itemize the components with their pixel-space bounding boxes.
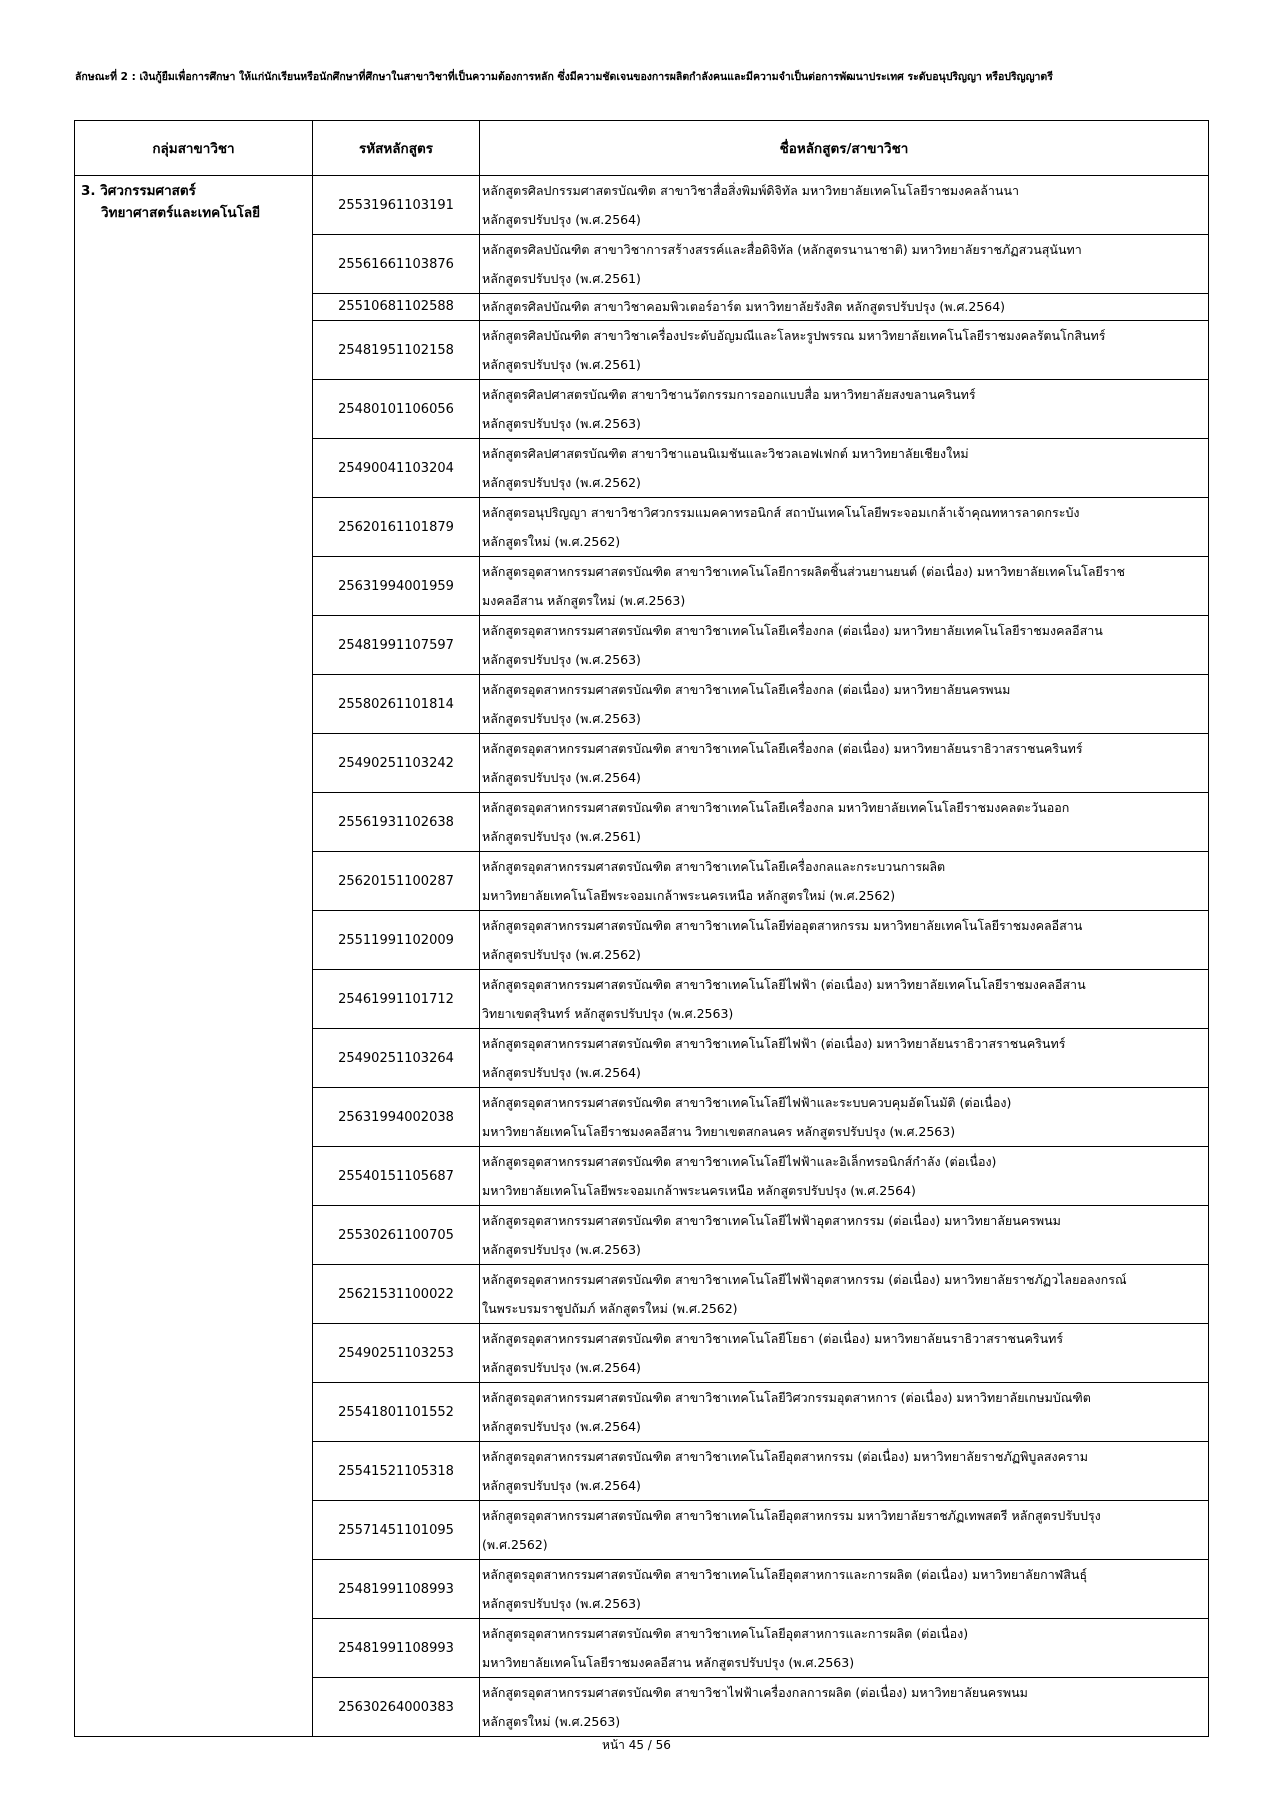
curriculum-name-line: หลักสูตรปรับปรุง (พ.ศ.2564) — [482, 212, 641, 227]
curriculum-code-cell: 25541521105318 — [313, 1442, 480, 1501]
curriculum-name-line: หลักสูตรปรับปรุง (พ.ศ.2564) — [482, 1478, 641, 1493]
curriculum-name-line: หลักสูตรปรับปรุง (พ.ศ.2563) — [482, 1596, 641, 1611]
curriculum-code-cell: 25561661103876 — [313, 235, 480, 294]
curriculum-name-line: หลักสูตรอุตสาหกรรมศาสตรบัณฑิต สาขาวิชาเทคโนโลยีโยธา (ต่อเนื่อง) มหาวิทยาลัยนราธิวาสราชนครินทร์ — [482, 1331, 1064, 1346]
curriculum-code-cell: 25580261101814 — [313, 675, 480, 734]
curriculum-name-cell — [480, 380, 1209, 439]
curriculum-name-cell — [480, 911, 1209, 970]
curriculum-name-line: หลักสูตรอุตสาหกรรมศาสตรบัณฑิต สาขาวิชาเทคโนโลยีไฟฟ้า (ต่อเนื่อง) มหาวิทยาลัยเทคโนโลยีราชมงคลอีสาน — [482, 977, 1086, 992]
curriculum-name-line: มหาวิทยาลัยเทคโนโลยีพระจอมเกล้าพระนครเหนือ หลักสูตรใหม่ (พ.ศ.2562) — [482, 888, 896, 903]
curriculum-name-line: หลักสูตรศิลปกรรมศาสตรบัณฑิต สาขาวิชาสื่อสิ่งพิมพ์ดิจิทัล มหาวิทยาลัยเทคโนโลยีราชมงคลล้านนา — [482, 183, 1020, 198]
curriculum-code-cell: 25571451101095 — [313, 1501, 480, 1560]
curriculum-name-cell — [480, 235, 1209, 294]
curriculum-name-cell — [480, 1619, 1209, 1678]
curriculum-name-line: (พ.ศ.2562) — [482, 1537, 548, 1552]
curriculum-code-cell: 25621531100022 — [313, 1265, 480, 1324]
curriculum-name-line: หลักสูตรอุตสาหกรรมศาสตรบัณฑิต สาขาวิชาเทคโนโลยีเครื่องกล มหาวิทยาลัยเทคโนโลยีราชมงคลตะวันออก — [482, 800, 1070, 815]
curriculum-name-cell — [480, 1206, 1209, 1265]
curriculum-code-cell: 25480101106056 — [313, 380, 480, 439]
curriculum-name-line: หลักสูตรปรับปรุง (พ.ศ.2561) — [482, 357, 641, 372]
curriculum-code-cell: 25630264000383 — [313, 1678, 480, 1737]
curriculum-name-line: หลักสูตรอุตสาหกรรมศาสตรบัณฑิต สาขาวิชาเทคโนโลยีไฟฟ้า (ต่อเนื่อง) มหาวิทยาลัยนราธิวาสราชนครินทร์ — [482, 1036, 1066, 1051]
curriculum-name-cell — [480, 675, 1209, 734]
curriculum-code-cell: 25540151105687 — [313, 1147, 480, 1206]
curriculum-name-line: หลักสูตรอุตสาหกรรมศาสตรบัณฑิต สาขาวิชาเทคโนโลยีอุตสาหกรรม มหาวิทยาลัยราชภัฏเทพสตรี หลักสูตรปรับปรุง — [482, 1508, 1101, 1523]
curriculum-name-line: หลักสูตรปรับปรุง (พ.ศ.2563) — [482, 1242, 641, 1257]
document-heading: ลักษณะที่ 2 : เงินกู้ยืมเพื่อการศึกษา ให้แก่นักเรียนหรือนักศึกษาที่ศึกษาในสาขาวิชาที่เป็นความต้องการหลัก ซึ่งมีความชัดเจนของการผลิตกำลังคนและมีความจำเป็นต่อการพัฒนาประเทศ ระดับอนุปริญญา หรือปริญญาตรี — [75, 71, 1053, 83]
curriculum-name-line: วิทยาเขตสุรินทร์ หลักสูตรปรับปรุง (พ.ศ.2563) — [482, 1006, 734, 1021]
curriculum-name-line: หลักสูตรใหม่ (พ.ศ.2563) — [482, 1714, 621, 1729]
curriculum-name-cell — [480, 1442, 1209, 1501]
curriculum-code-cell: 25620151100287 — [313, 852, 480, 911]
curriculum-code-cell: 25541801101552 — [313, 1383, 480, 1442]
curriculum-name-line: หลักสูตรอุตสาหกรรมศาสตรบัณฑิต สาขาวิชาเทคโนโลยีอุตสาหการและการผลิต (ต่อเนื่อง) มหาวิทยาลัยกาฬสินธุ์ — [482, 1567, 1088, 1582]
curriculum-name-line: หลักสูตรปรับปรุง (พ.ศ.2562) — [482, 475, 641, 490]
curriculum-name-cell — [480, 1265, 1209, 1324]
curriculum-code-cell: 25631994001959 — [313, 557, 480, 616]
curriculum-name-line: หลักสูตรปรับปรุง (พ.ศ.2564) — [482, 1360, 641, 1375]
curriculum-code-cell: 25530261100705 — [313, 1206, 480, 1265]
curriculum-name-line: หลักสูตรศิลปบัณฑิต สาขาวิชาคอมพิวเตอร์อาร์ต มหาวิทยาลัยรังสิต หลักสูตรปรับปรุง (พ.ศ.2564) — [482, 299, 1006, 314]
curriculum-name-line: หลักสูตรศิลปศาสตรบัณฑิต สาขาวิชาแอนนิเมชันและวิชวลเอฟเฟกต์ มหาวิทยาลัยเชียงใหม่ — [482, 446, 969, 461]
curriculum-name-line: หลักสูตรอุตสาหกรรมศาสตรบัณฑิต สาขาวิชาเทคโนโลยีไฟฟ้าและอิเล็กทรอนิกส์กำลัง (ต่อเนื่อง) — [482, 1154, 997, 1169]
curriculum-name-line: มหาวิทยาลัยเทคโนโลยีราชมงคลอีสาน หลักสูตรปรับปรุง (พ.ศ.2563) — [482, 1655, 855, 1670]
curriculum-name-line: หลักสูตรอนุปริญญา สาขาวิชาวิศวกรรมแมคคาทรอนิกส์ สถาบันเทคโนโลยีพระจอมเกล้าเจ้าคุณทหารลาดกระบัง — [482, 505, 1080, 520]
header-curriculum-name: ชื่อหลักสูตร/สาขาวิชา — [480, 121, 1209, 176]
curriculum-table — [74, 120, 1209, 1737]
curriculum-name-line: หลักสูตรอุตสาหกรรมศาสตรบัณฑิต สาขาวิชาเทคโนโลยีวิศวกรรมอุตสาหการ (ต่อเนื่อง) มหาวิทยาลัยเกษมบัณฑิต — [482, 1390, 1091, 1405]
curriculum-name-line: หลักสูตรปรับปรุง (พ.ศ.2564) — [482, 1419, 641, 1434]
curriculum-name-cell — [480, 852, 1209, 911]
curriculum-name-line: หลักสูตรปรับปรุง (พ.ศ.2564) — [482, 1065, 641, 1080]
curriculum-code-cell: 25490041103204 — [313, 439, 480, 498]
curriculum-name-line: หลักสูตรศิลปศาสตรบัณฑิต สาขาวิชานวัตกรรมการออกแบบสื่อ มหาวิทยาลัยสงขลานครินทร์ — [482, 387, 976, 402]
curriculum-name-line: หลักสูตรอุตสาหกรรมศาสตรบัณฑิต สาขาวิชาเทคโนโลยีอุตสาหการและการผลิต (ต่อเนื่อง) — [482, 1626, 969, 1641]
curriculum-code-cell: 25481991108993 — [313, 1560, 480, 1619]
curriculum-name-cell — [480, 1324, 1209, 1383]
curriculum-code-cell: 25510681102588 — [313, 294, 480, 321]
curriculum-name-line: หลักสูตรปรับปรุง (พ.ศ.2562) — [482, 947, 641, 962]
curriculum-name-cell — [480, 970, 1209, 1029]
curriculum-code-cell: 25631994002038 — [313, 1088, 480, 1147]
curriculum-name-line: หลักสูตรอุตสาหกรรมศาสตรบัณฑิต สาขาวิชาเทคโนโลยีเครื่องกล (ต่อเนื่อง) มหาวิทยาลัยนครพนม — [482, 682, 1011, 697]
curriculum-name-cell — [480, 616, 1209, 675]
curriculum-name-line: มงคลอีสาน หลักสูตรใหม่ (พ.ศ.2563) — [482, 593, 686, 608]
curriculum-name-cell — [480, 793, 1209, 852]
curriculum-name-line: หลักสูตรอุตสาหกรรมศาสตรบัณฑิต สาขาวิชาเทคโนโลยีท่ออุตสาหกรรม มหาวิทยาลัยเทคโนโลยีราชมงคลอีสาน — [482, 918, 1083, 933]
curriculum-name-line: หลักสูตรปรับปรุง (พ.ศ.2561) — [482, 829, 641, 844]
curriculum-name-cell — [480, 1501, 1209, 1560]
field-group-subtitle: วิทยาศาสตร์และเทคโนโลยี — [101, 205, 261, 221]
header-curriculum-code: รหัสหลักสูตร — [313, 121, 480, 176]
table-header-row — [75, 121, 1209, 176]
curriculum-name-cell — [480, 321, 1209, 380]
curriculum-name-cell — [480, 294, 1209, 321]
curriculum-name-line: หลักสูตรอุตสาหกรรมศาสตรบัณฑิต สาขาวิชาเทคโนโลยีการผลิตชิ้นส่วนยานยนต์ (ต่อเนื่อง) มหาวิทยาลัยเทคโนโลยีราช — [482, 564, 1126, 579]
curriculum-code-cell: 25481991107597 — [313, 616, 480, 675]
curriculum-code-cell: 25481951102158 — [313, 321, 480, 380]
curriculum-name-line: หลักสูตรอุตสาหกรรมศาสตรบัณฑิต สาขาวิชาเทคโนโลยีเครื่องกล (ต่อเนื่อง) มหาวิทยาลัยเทคโนโลยีราชมงคลอีสาน — [482, 623, 1103, 638]
curriculum-name-line: หลักสูตรปรับปรุง (พ.ศ.2563) — [482, 416, 641, 431]
curriculum-name-line: มหาวิทยาลัยเทคโนโลยีราชมงคลอีสาน วิทยาเขตสกลนคร หลักสูตรปรับปรุง (พ.ศ.2563) — [482, 1124, 956, 1139]
header-field-group: กลุ่มสาขาวิชา — [75, 121, 313, 176]
curriculum-name-line: หลักสูตรอุตสาหกรรมศาสตรบัณฑิต สาขาวิชาเทคโนโลยีไฟฟ้าอุตสาหกรรม (ต่อเนื่อง) มหาวิทยาลัยราชภัฏวไลยอลงกรณ์ — [482, 1272, 1127, 1287]
table-body — [75, 176, 1209, 1737]
curriculum-name-cell — [480, 557, 1209, 616]
curriculum-name-line: หลักสูตรอุตสาหกรรมศาสตรบัณฑิต สาขาวิชาเทคโนโลยีอุตสาหกรรม (ต่อเนื่อง) มหาวิทยาลัยราชภัฏพิบูลสงคราม — [482, 1449, 1088, 1464]
curriculum-name-cell — [480, 176, 1209, 235]
curriculum-code-cell: 25561931102638 — [313, 793, 480, 852]
field-group-title: 3. วิศวกรรมศาสตร์ — [81, 183, 196, 199]
curriculum-code-cell: 25531961103191 — [313, 176, 480, 235]
curriculum-name-cell — [480, 498, 1209, 557]
curriculum-name-line: หลักสูตรปรับปรุง (พ.ศ.2564) — [482, 770, 641, 785]
curriculum-name-cell — [480, 1560, 1209, 1619]
field-group-cell — [75, 176, 313, 1737]
curriculum-name-cell — [480, 1029, 1209, 1088]
curriculum-code-cell: 25490251103242 — [313, 734, 480, 793]
curriculum-code-cell: 25490251103264 — [313, 1029, 480, 1088]
curriculum-name-line: หลักสูตรอุตสาหกรรมศาสตรบัณฑิต สาขาวิชาเทคโนโลยีไฟฟ้าอุตสาหกรรม (ต่อเนื่อง) มหาวิทยาลัยนครพนม — [482, 1213, 1061, 1228]
curriculum-name-line: หลักสูตรปรับปรุง (พ.ศ.2563) — [482, 652, 641, 667]
curriculum-code-cell: 25490251103253 — [313, 1324, 480, 1383]
curriculum-name-cell — [480, 1088, 1209, 1147]
curriculum-code-cell: 25461991101712 — [313, 970, 480, 1029]
curriculum-name-line: หลักสูตรศิลปบัณฑิต สาขาวิชาการสร้างสรรค์และสื่อดิจิทัล (หลักสูตรนานาชาติ) มหาวิทยาลัยราชภัฏสวนสุนันทา — [482, 242, 1082, 257]
page-number: หน้า 45 / 56 — [602, 1738, 671, 1752]
curriculum-name-cell — [480, 439, 1209, 498]
curriculum-name-line: หลักสูตรปรับปรุง (พ.ศ.2563) — [482, 711, 641, 726]
curriculum-name-line: หลักสูตรใหม่ (พ.ศ.2562) — [482, 534, 621, 549]
curriculum-name-line: ในพระบรมราชูปถัมภ์ หลักสูตรใหม่ (พ.ศ.2562) — [482, 1301, 738, 1316]
curriculum-name-cell — [480, 1383, 1209, 1442]
curriculum-code-cell: 25481991108993 — [313, 1619, 480, 1678]
curriculum-name-line: หลักสูตรปรับปรุง (พ.ศ.2561) — [482, 271, 641, 286]
curriculum-name-line: หลักสูตรอุตสาหกรรมศาสตรบัณฑิต สาขาวิชาเทคโนโลยีเครื่องกลและกระบวนการผลิต — [482, 859, 946, 874]
curriculum-code-cell: 25620161101879 — [313, 498, 480, 557]
curriculum-name-cell — [480, 1678, 1209, 1737]
table-row — [75, 176, 1209, 235]
curriculum-name-line: หลักสูตรอุตสาหกรรมศาสตรบัณฑิต สาขาวิชาไฟฟ้าเครื่องกลการผลิต (ต่อเนื่อง) มหาวิทยาลัยนครพนม — [482, 1685, 1028, 1700]
curriculum-name-cell — [480, 734, 1209, 793]
curriculum-name-line: หลักสูตรอุตสาหกรรมศาสตรบัณฑิต สาขาวิชาเทคโนโลยีไฟฟ้าและระบบควบคุมอัตโนมัติ (ต่อเนื่อง) — [482, 1095, 1012, 1110]
curriculum-name-line: มหาวิทยาลัยเทคโนโลยีพระจอมเกล้าพระนครเหนือ หลักสูตรปรับปรุง (พ.ศ.2564) — [482, 1183, 916, 1198]
curriculum-name-cell — [480, 1147, 1209, 1206]
curriculum-name-line: หลักสูตรอุตสาหกรรมศาสตรบัณฑิต สาขาวิชาเทคโนโลยีเครื่องกล (ต่อเนื่อง) มหาวิทยาลัยนราธิวาสราชนครินทร์ — [482, 741, 1083, 756]
curriculum-code-cell: 25511991102009 — [313, 911, 480, 970]
curriculum-name-line: หลักสูตรศิลปบัณฑิต สาขาวิชาเครื่องประดับอัญมณีและโลหะรูปพรรณ มหาวิทยาลัยเทคโนโลยีราชมงคลรัตนโกสินทร์ — [482, 328, 1106, 343]
